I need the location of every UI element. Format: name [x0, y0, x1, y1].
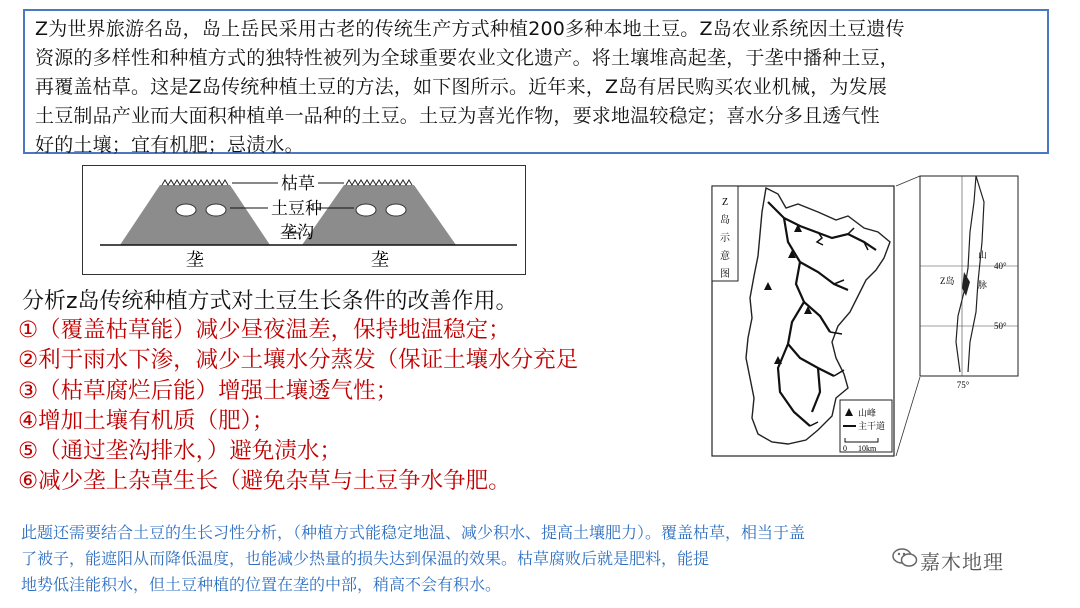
inset-island-label: Z岛: [940, 276, 955, 286]
z-island-map: [708, 172, 1021, 458]
map-title-char: 图: [720, 269, 730, 280]
answer-list: [18, 315, 578, 497]
analysis-line: 了被子，能遮阳从而降低温度，也能减少热量的损失达到保温的效果。枯草腐败后就是肥料，能提: [21, 549, 710, 568]
inset-mountain-char: 脉: [978, 280, 988, 290]
wechat-icon: [892, 547, 918, 569]
location-inset: [920, 176, 1018, 390]
intro-line: 好的土壤；宜有机肥；忌渍水。: [35, 134, 304, 156]
label-potato-seed: 土豆种: [271, 199, 322, 218]
map-title-char: Z: [721, 197, 729, 208]
ridge-label-right: 垄: [371, 250, 389, 270]
inset-connector: [896, 176, 920, 186]
label-straw: 枯草: [281, 174, 315, 193]
wechat-watermark: [880, 541, 1060, 577]
potato-seed: [176, 204, 196, 216]
answer-item: ⑥减少垄上杂草生长（避免杂草与土豆争水争肥。: [18, 468, 511, 495]
map-legend: [840, 400, 892, 453]
scale-distance: 10km: [858, 444, 877, 453]
intro-line: 再覆盖枯草。这是Z岛传统种植土豆的方法，如下图所示。近年来，Z岛有居民购买农业机械，为发展: [35, 76, 888, 98]
legend-road-label: 主干道: [858, 421, 886, 431]
inset-lat-40: 40°: [994, 261, 1007, 271]
scale-zero: 0: [843, 444, 847, 453]
potato-seed: [356, 204, 376, 216]
map-title-char: 意: [720, 251, 730, 262]
intro-line: 资源的多样性和种植方式的独特性被列为全球重要农业文化遗产。将土壤堆高起垄，于垄中播种土豆，: [35, 47, 900, 69]
map-title-char: 岛: [720, 215, 730, 226]
potato-seed: [386, 204, 406, 216]
answer-item: ②利于雨水下渗，减少土壤水分蒸发（保证土壤水分充足: [18, 347, 579, 374]
question-text: 分析z岛传统种植方式对土豆生长条件的改善作用。: [22, 289, 518, 314]
potato-seed: [206, 204, 226, 216]
intro-line: Z为世界旅游名岛，岛上岳民采用古老的传统生产方式种植200多种本地土豆。Z岛农业系统因土豆遗传: [35, 18, 905, 40]
legend-peak-label: 山峰: [858, 408, 877, 418]
answer-item: ④增加土壤有机质（肥）；: [18, 407, 275, 434]
map-title-char: 示: [720, 233, 730, 244]
label-furrow: 垄沟: [280, 223, 314, 242]
intro-text-box: [23, 9, 1049, 154]
ridge-label-left: 垄: [186, 250, 204, 270]
inset-lat-50: 50°: [994, 321, 1007, 331]
main-map-frame: [712, 186, 894, 456]
analysis-line: 此题还需要结合土豆的生长习性分析，（种植方式能稳定地温、减少积水、提高土壤肥力）。覆盖枯草，相当于盖: [21, 523, 806, 542]
inset-lon-75: 75°: [956, 380, 970, 390]
answer-item: ①（覆盖枯草能）减少昼夜温差，保持地温稳定；: [18, 317, 511, 343]
intro-line: 土豆制品产业而大面积种植单一品种的土豆。土豆为喜光作物，要求地温较稳定；喜水分多且透气性: [35, 105, 880, 127]
watermark-text: 嘉木地理: [920, 550, 1004, 574]
analysis-line: 地势低洼能积水，但土豆种植的位置在垄的中部，稍高不会有积水。: [21, 575, 502, 594]
inset-connector: [896, 377, 920, 456]
ridge-cross-section-diagram: [82, 165, 526, 275]
inset-mountain-char: 山: [978, 250, 988, 260]
answer-item: ⑤（通过垄沟排水，）避免渍水；: [18, 438, 342, 465]
answer-item: ③（枯草腐烂后能）增强土壤透气性；: [18, 377, 399, 404]
